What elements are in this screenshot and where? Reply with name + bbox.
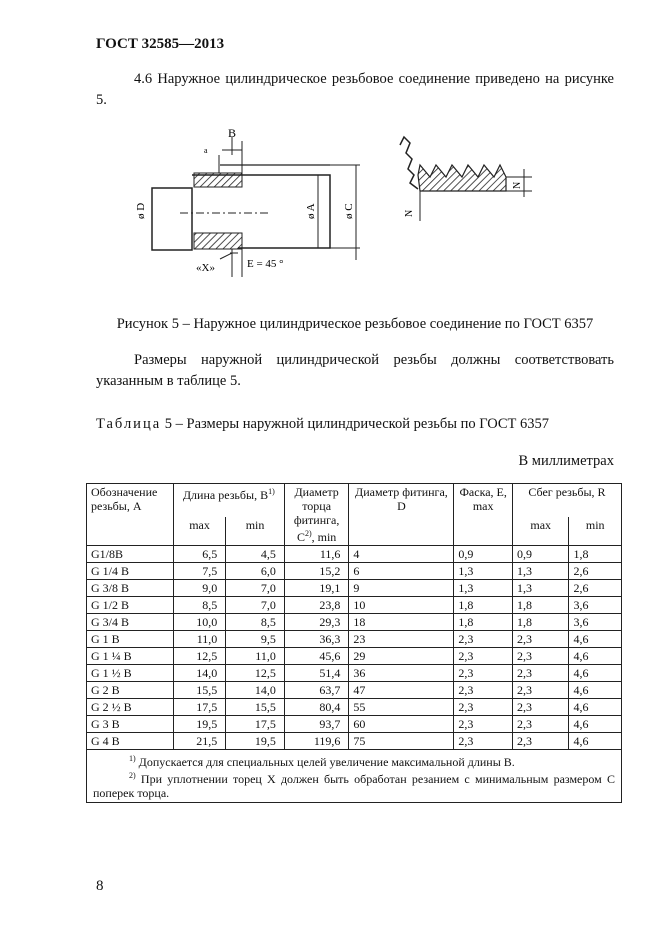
footnote-1-mark: 1) bbox=[129, 754, 136, 763]
cell-designation: G 1/2 B bbox=[87, 597, 174, 614]
cell-runout-min: 4,6 bbox=[569, 733, 622, 750]
label-n2: N bbox=[512, 181, 523, 189]
cell-fitting-diameter: 36 bbox=[349, 665, 454, 682]
cell-chamfer: 1,8 bbox=[454, 597, 513, 614]
cell-fitting-diameter: 75 bbox=[349, 733, 454, 750]
cell-length-min: 9,5 bbox=[226, 631, 285, 648]
label-diameter-d: ø D bbox=[135, 202, 147, 219]
cell-runout-min: 4,6 bbox=[569, 631, 622, 648]
footnote-2 bbox=[93, 769, 615, 800]
cell-end-diameter: 63,7 bbox=[284, 682, 349, 699]
header-length-text: Длина резьбы, B bbox=[182, 488, 269, 502]
cell-length-max: 11,0 bbox=[173, 631, 225, 648]
cell-end-diameter: 93,7 bbox=[284, 716, 349, 733]
cell-chamfer: 1,3 bbox=[454, 563, 513, 580]
cell-fitting-diameter: 9 bbox=[349, 580, 454, 597]
cell-end-diameter: 19,1 bbox=[284, 580, 349, 597]
cell-length-min: 12,5 bbox=[226, 665, 285, 682]
document-header: ГОСТ 32585—2013 bbox=[96, 36, 225, 52]
table-row bbox=[87, 614, 622, 631]
cell-length-min: 11,0 bbox=[226, 648, 285, 665]
cell-runout-min: 2,6 bbox=[569, 580, 622, 597]
table-units: В миллиметрах bbox=[518, 453, 614, 469]
table-row bbox=[87, 580, 622, 597]
cell-runout-max: 2,3 bbox=[512, 665, 569, 682]
cell-length-min: 19,5 bbox=[226, 733, 285, 750]
table-row bbox=[87, 733, 622, 750]
header-fitting-diameter: Диаметр фитинга, D bbox=[349, 484, 454, 546]
cell-chamfer: 2,3 bbox=[454, 682, 513, 699]
cell-end-diameter: 45,6 bbox=[284, 648, 349, 665]
cell-length-max: 10,0 bbox=[173, 614, 225, 631]
cell-runout-min: 4,6 bbox=[569, 665, 622, 682]
cell-end-diameter: 36,3 bbox=[284, 631, 349, 648]
cell-designation: G 1/4 B bbox=[87, 563, 174, 580]
header-chamfer: Фаска, E, max bbox=[454, 484, 513, 546]
cell-length-max: 19,5 bbox=[173, 716, 225, 733]
header-length-max: max bbox=[173, 517, 225, 545]
cell-runout-max: 2,3 bbox=[512, 648, 569, 665]
cell-length-min: 7,0 bbox=[226, 597, 285, 614]
label-a-small: a bbox=[204, 146, 208, 155]
cell-length-max: 7,5 bbox=[173, 563, 225, 580]
table-row bbox=[87, 716, 622, 733]
cell-length-max: 21,5 bbox=[173, 733, 225, 750]
cell-runout-min: 4,6 bbox=[569, 699, 622, 716]
cell-designation: G 3 B bbox=[87, 716, 174, 733]
table-footnotes bbox=[87, 750, 622, 803]
cell-fitting-diameter: 18 bbox=[349, 614, 454, 631]
cell-runout-min: 1,8 bbox=[569, 546, 622, 563]
cell-runout-max: 2,3 bbox=[512, 682, 569, 699]
cell-end-diameter: 15,2 bbox=[284, 563, 349, 580]
cell-length-max: 15,5 bbox=[173, 682, 225, 699]
cell-runout-max: 1,8 bbox=[512, 597, 569, 614]
cell-designation: G 2 ½ B bbox=[87, 699, 174, 716]
cell-designation: G 1 ½ B bbox=[87, 665, 174, 682]
cell-length-min: 17,5 bbox=[226, 716, 285, 733]
label-diameter-a: ø A bbox=[305, 203, 317, 219]
footnote-1-text: Допускается для специальных целей увеличение максимальной длины B. bbox=[135, 755, 515, 769]
cell-fitting-diameter: 6 bbox=[349, 563, 454, 580]
cell-chamfer: 0,9 bbox=[454, 546, 513, 563]
cell-length-max: 8,5 bbox=[173, 597, 225, 614]
label-e: E = 45 ° bbox=[247, 258, 284, 270]
cell-chamfer: 2,3 bbox=[454, 733, 513, 750]
thread-detail bbox=[400, 137, 532, 221]
cell-length-min: 6,0 bbox=[226, 563, 285, 580]
label-n1: N bbox=[404, 209, 415, 217]
cell-length-max: 12,5 bbox=[173, 648, 225, 665]
cell-runout-max: 1,3 bbox=[512, 580, 569, 597]
cell-chamfer: 2,3 bbox=[454, 716, 513, 733]
cell-designation: G1/8B bbox=[87, 546, 174, 563]
cell-length-min: 14,0 bbox=[226, 682, 285, 699]
cell-end-diameter: 51,4 bbox=[284, 665, 349, 682]
header-length-sup: 1) bbox=[268, 487, 275, 496]
cell-runout-max: 1,3 bbox=[512, 563, 569, 580]
header-length-min: min bbox=[226, 517, 285, 545]
cell-fitting-diameter: 60 bbox=[349, 716, 454, 733]
header-length bbox=[173, 484, 284, 518]
footnote-2-text: При уплотнении торец X должен быть обработан резанием с минимальным размером C поперек торца. bbox=[93, 772, 615, 800]
table-row bbox=[87, 546, 622, 563]
cell-fitting-diameter: 55 bbox=[349, 699, 454, 716]
cell-end-diameter: 29,3 bbox=[284, 614, 349, 631]
table-row bbox=[87, 631, 622, 648]
header-end-diameter-text: Диаметр торца фитинга, C bbox=[293, 485, 340, 544]
cell-runout-max: 2,3 bbox=[512, 716, 569, 733]
footnote-2-mark: 2) bbox=[129, 771, 136, 780]
header-runout: Сбег резьбы, R bbox=[512, 484, 621, 518]
cell-designation: G 1 B bbox=[87, 631, 174, 648]
pipe-body bbox=[152, 137, 360, 277]
table-row bbox=[87, 699, 622, 716]
header-end-diameter-suffix: , min bbox=[311, 530, 337, 544]
cell-designation: G 3/8 B bbox=[87, 580, 174, 597]
cell-designation: G 1 ¼ B bbox=[87, 648, 174, 665]
cell-designation: G 2 B bbox=[87, 682, 174, 699]
header-runout-max: max bbox=[512, 517, 569, 545]
paragraph-table-intro: Размеры наружной цилиндрической резьбы должны соответствовать указанным в таблице 5. bbox=[96, 352, 614, 389]
label-b: B bbox=[228, 126, 237, 140]
cell-runout-max: 1,8 bbox=[512, 614, 569, 631]
cell-length-min: 4,5 bbox=[226, 546, 285, 563]
footnote-1 bbox=[93, 752, 615, 769]
cell-length-min: 8,5 bbox=[226, 614, 285, 631]
cell-fitting-diameter: 10 bbox=[349, 597, 454, 614]
header-designation: Обозначение резьбы, A bbox=[87, 484, 174, 546]
thread-connection-drawing bbox=[120, 125, 540, 285]
cell-runout-max: 2,3 bbox=[512, 699, 569, 716]
cell-runout-min: 3,6 bbox=[569, 614, 622, 631]
cell-runout-min: 4,6 bbox=[569, 648, 622, 665]
cell-end-diameter: 23,8 bbox=[284, 597, 349, 614]
label-diameter-c: ø C bbox=[343, 203, 355, 219]
cell-runout-max: 2,3 bbox=[512, 733, 569, 750]
cell-fitting-diameter: 4 bbox=[349, 546, 454, 563]
cell-length-max: 14,0 bbox=[173, 665, 225, 682]
page-number: 8 bbox=[96, 878, 104, 894]
table-title-prefix: Таблица bbox=[96, 416, 162, 432]
cell-runout-min: 4,6 bbox=[569, 682, 622, 699]
table-row bbox=[87, 648, 622, 665]
cell-chamfer: 2,3 bbox=[454, 699, 513, 716]
cell-chamfer: 2,3 bbox=[454, 648, 513, 665]
table-row bbox=[87, 665, 622, 682]
cell-end-diameter: 11,6 bbox=[284, 546, 349, 563]
cell-chamfer: 1,8 bbox=[454, 614, 513, 631]
header-runout-min: min bbox=[569, 517, 622, 545]
table-body bbox=[87, 546, 622, 750]
cell-length-min: 15,5 bbox=[226, 699, 285, 716]
table-title-text: 5 – Размеры наружной цилиндрической резьбы по ГОСТ 6357 bbox=[161, 416, 550, 432]
table-row bbox=[87, 597, 622, 614]
cell-fitting-diameter: 23 bbox=[349, 631, 454, 648]
cell-runout-min: 4,6 bbox=[569, 716, 622, 733]
cell-fitting-diameter: 47 bbox=[349, 682, 454, 699]
cell-runout-max: 0,9 bbox=[512, 546, 569, 563]
label-x: «X» bbox=[196, 262, 215, 274]
cell-end-diameter: 80,4 bbox=[284, 699, 349, 716]
figure-5 bbox=[120, 125, 540, 285]
cell-length-max: 17,5 bbox=[173, 699, 225, 716]
cell-chamfer: 2,3 bbox=[454, 631, 513, 648]
cell-length-max: 9,0 bbox=[173, 580, 225, 597]
cell-chamfer: 2,3 bbox=[454, 665, 513, 682]
paragraph-4-6: 4.6 Наружное цилиндрическое резьбовое соединение приведено на рисунке 5. bbox=[96, 71, 614, 108]
cell-runout-max: 2,3 bbox=[512, 631, 569, 648]
cell-runout-min: 3,6 bbox=[569, 597, 622, 614]
header-end-diameter bbox=[284, 484, 349, 546]
table-row bbox=[87, 563, 622, 580]
thread-dimensions-table bbox=[86, 483, 622, 803]
table-title bbox=[96, 416, 549, 433]
cell-chamfer: 1,3 bbox=[454, 580, 513, 597]
cell-length-min: 7,0 bbox=[226, 580, 285, 597]
cell-designation: G 4 B bbox=[87, 733, 174, 750]
figure-caption: Рисунок 5 – Наружное цилиндрическое резьбовое соединение по ГОСТ 6357 bbox=[116, 316, 594, 332]
cell-designation: G 3/4 B bbox=[87, 614, 174, 631]
header-end-diameter-sup: 2) bbox=[304, 529, 312, 538]
cell-runout-min: 2,6 bbox=[569, 563, 622, 580]
table-row bbox=[87, 682, 622, 699]
cell-end-diameter: 119,6 bbox=[284, 733, 349, 750]
cell-length-max: 6,5 bbox=[173, 546, 225, 563]
cell-fitting-diameter: 29 bbox=[349, 648, 454, 665]
